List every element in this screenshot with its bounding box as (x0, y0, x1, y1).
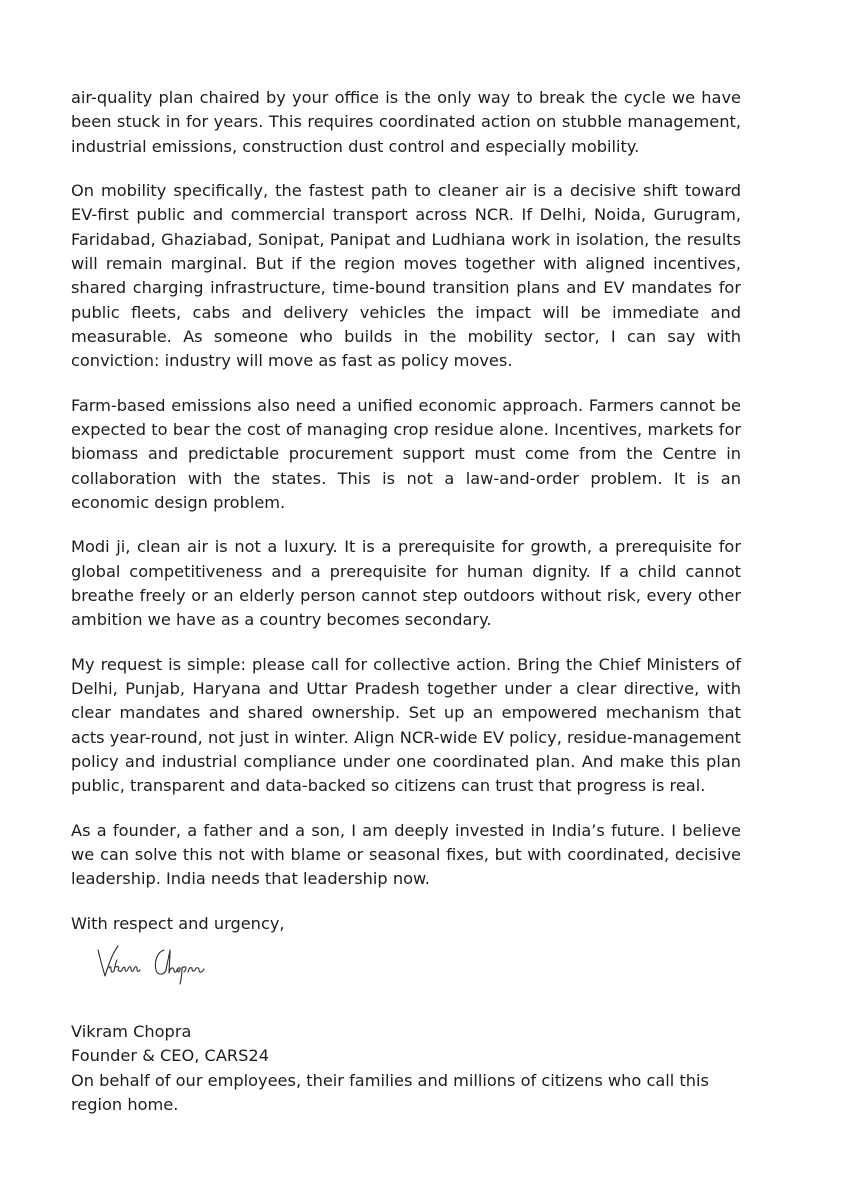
paragraph-air-quality-plan: air-quality plan chaired by your office is the only way to break the cycle we have been stuck in for years. This requires coordinated action on stubble management, industrial emissions, construction dust control and especially mobility. (71, 88, 741, 156)
signature-block (71, 1020, 751, 1117)
closing-line: With respect and urgency, (71, 913, 285, 933)
signer-name: Vikram Chopra (71, 1022, 192, 1041)
paragraph-founder: As a founder, a father and a son, I am deeply invested in India’s future. I believe we can solve this not with blame or seasonal fixes, but with coordinated, decisive leadership. India needs that leadership now. (71, 820, 741, 889)
paragraph-clean-air: Modi ji, clean air is not a luxury. It is a prerequisite for growth, a prerequisite for global competitiveness and a prerequisite for human dignity. If a child cannot breathe freely or an elderly person cannot step outdoors without risk, every other ambition we have as a country becomes secondary. (71, 537, 741, 630)
paragraph-mobility: On mobility specifically, the fastest path to cleaner air is a decisive shift toward EV-first public and commercial transport across NCR. If Delhi, Noida, Gurugram, Faridabad, Ghaziabad, Sonipat, Panipat and Ludhiana work in isolation, the results will remain marginal. But if the region moves together with aligned incentives, shared charging infrastructure, time-bound transition plans and EV mandates for public fleets, cabs and delivery vehicles the impact will be immediate and measurable. As someone who builds in the mobility sector, I can say with conviction: industry will move as fast as policy moves. (71, 181, 741, 371)
paragraph-request: My request is simple: please call for collective action. Bring the Chief Ministers of Delhi, Punjab, Haryana and Uttar Pradesh together under a clear directive, with clear mandates and shared ownership. Set up an empowered mechanism that acts year-round, not just in winter. Align NCR-wide EV policy, residue-management policy and industrial compliance under one coordinated plan. And make this plan public, transparent and data-backed so citizens can trust that progress is real. (71, 654, 742, 796)
letter-body (71, 86, 741, 936)
paragraph-farm-emissions: Farm-based emissions also need a unified economic approach. Farmers cannot be expected to bear the cost of managing crop residue alone. Incentives, markets for biomass and predictable procurement support must come from the Centre in collaboration with the states. This is not a law-and-order problem. It is an economic design problem. (71, 395, 741, 512)
signer-behalf: On behalf of our employees, their families and millions of citizens who call this region home. (71, 1070, 709, 1114)
signer-title: Founder & CEO, CARS24 (71, 1046, 270, 1066)
handwritten-signature (94, 936, 224, 986)
